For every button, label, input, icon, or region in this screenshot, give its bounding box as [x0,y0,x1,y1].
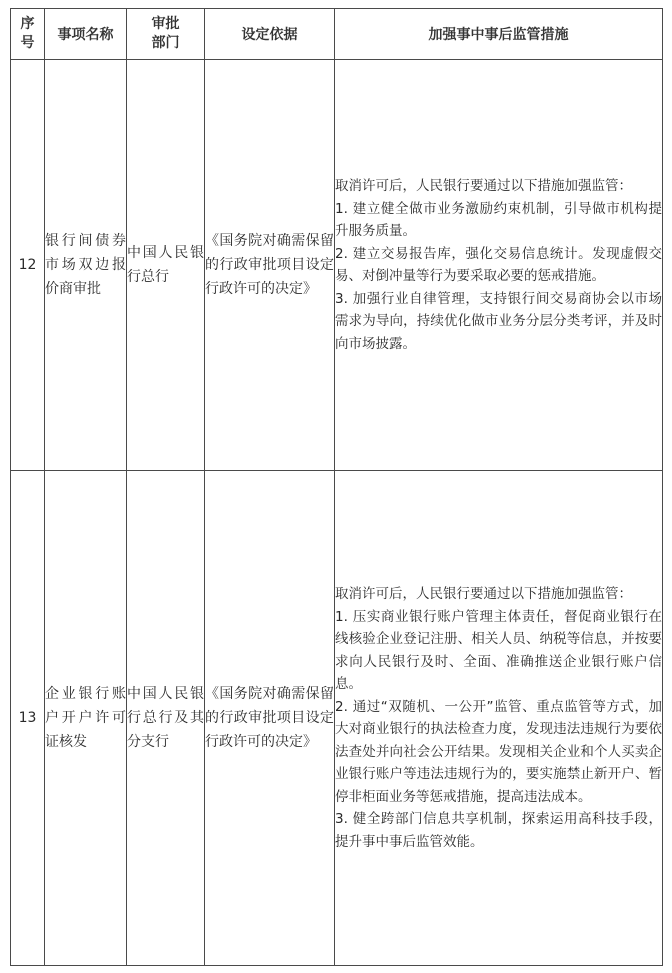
measure-line: 取消许可后，人民银行要通过以下措施加强监管： [335,178,632,194]
row-basis: 《国务院对确需保留的行政审批项目设定行政许可的决定》 [205,471,335,966]
row-number: 12 [11,60,45,471]
approval-items-table [10,8,663,966]
table-row [11,60,663,471]
measure-line: 取消许可后，人民银行要通过以下措施加强监管： [335,586,632,602]
measure-line: 3. 加强行业自律管理，支持银行间交易商协会以市场需求为导向，持续优化做市业务分层分类考评，并及时向市场披露。 [335,290,662,352]
table-row [11,471,663,966]
row-measures [335,60,663,471]
measure-line: 2. 通过“双随机、一公开”监管、重点监管等方式，加大对商业银行的执法检查力度，发现违法违规行为要依法查处并向社会公开结果。发现相关企业和个人买卖企业银行账户等违法违规行为的，要实施禁止新开户、暂停非柜面业务等惩戒措施，提高违法成本。 [335,698,662,805]
row-measures [335,471,663,966]
header-basis: 设定依据 [205,9,335,60]
header-item-name: 事项名称 [45,9,127,60]
measure-line: 1. 建立健全做市业务激励约束机制，引导做市机构提升服务质量。 [335,200,662,239]
row-number: 13 [11,471,45,966]
row-item-name: 银行间债券市场双边报价商审批 [45,60,127,471]
row-basis: 《国务院对确需保留的行政审批项目设定行政许可的决定》 [205,60,335,471]
row-department: 中国人民银行总行及其分支行 [127,471,205,966]
header-measures: 加强事中事后监管措施 [335,9,663,60]
table-header-row [11,9,663,60]
measure-line: 3. 健全跨部门信息共享机制，探索运用高科技手段，提升事中事后监管效能。 [335,811,662,850]
row-department: 中国人民银行总行 [127,60,205,471]
header-department: 审批 部门 [127,9,205,60]
measure-line: 2. 建立交易报告库，强化交易信息统计。发现虚假交易、对倒冲量等行为要采取必要的惩戒措施。 [335,245,662,284]
measure-line: 1. 压实商业银行账户管理主体责任，督促商业银行在线核验企业登记注册、相关人员、纳税等信息，并按要求向人民银行及时、全面、准确推送企业银行账户信息。 [335,608,662,692]
header-number: 序 号 [11,9,45,60]
row-item-name: 企业银行账户开户许可证核发 [45,471,127,966]
